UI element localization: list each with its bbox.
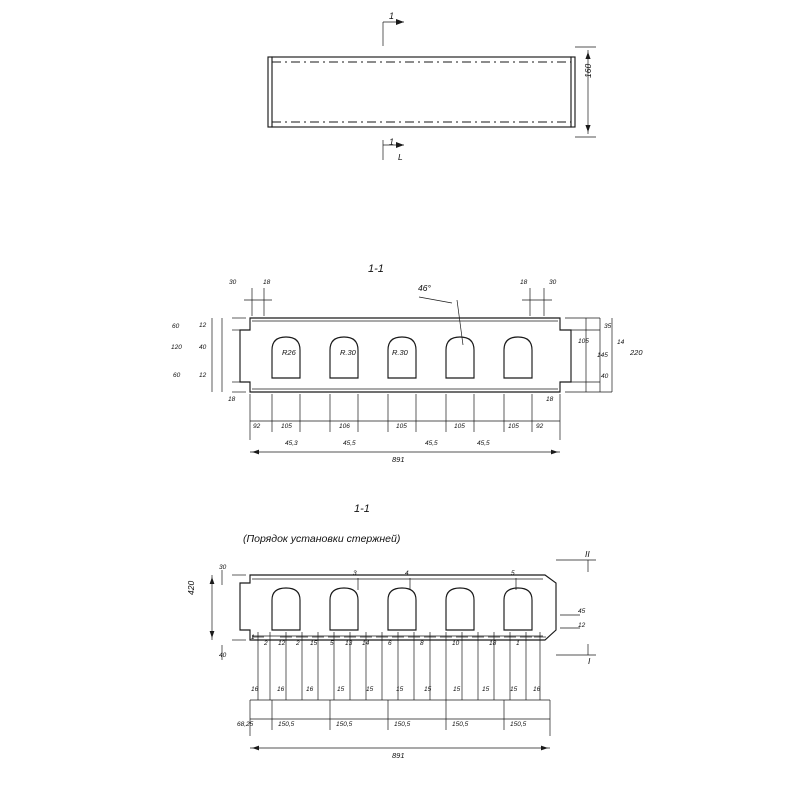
left-stack-dim-3: 120 [171, 344, 182, 351]
small-spacing-1: 16 [251, 686, 259, 693]
small-spacing-5: 15 [366, 686, 374, 693]
right-stack-dim-4: 145 [597, 352, 608, 359]
bar-number-bottom-1: 1 [251, 634, 255, 641]
bottom-dim-3: 106 [339, 423, 350, 430]
bottom-small-dim-3: 45,5 [425, 440, 438, 447]
plan-section-mark-top: 1 [389, 11, 395, 21]
bar-number-bottom-9: 6 [388, 640, 392, 647]
bar-layout-right-dim-2: 12 [578, 622, 586, 629]
bottom-dim-7: 92 [536, 423, 544, 430]
small-spacing-9: 15 [482, 686, 490, 693]
bar-number-bottom-10: 8 [420, 640, 424, 647]
spacing-dim-2: 150,5 [278, 721, 295, 728]
section-overall-width: 891 [392, 455, 405, 464]
angle-note: 46° [418, 283, 431, 293]
bottom-dim-6: 105 [508, 423, 519, 430]
plan-view-group [268, 19, 596, 160]
small-spacing-4: 15 [337, 686, 345, 693]
spacing-dim-1: 68,25 [237, 721, 254, 728]
right-overall-height-dim: 220 [630, 348, 643, 357]
bottom-small-dim-1: 45,3 [285, 440, 298, 447]
bottom-dim-1: 92 [253, 423, 261, 430]
left-stack-dim-6: 12 [199, 372, 207, 379]
bar-number-bottom-6: 5 [330, 640, 334, 647]
bottom-dim-5: 105 [454, 423, 465, 430]
bottom-dim-4: 105 [396, 423, 407, 430]
small-spacing-11: 16 [533, 686, 541, 693]
bar-number-top-1: 3 [353, 570, 357, 577]
bar-layout-title: 1-1 [354, 503, 370, 515]
bar-number-bottom-4: 2 [296, 640, 300, 647]
small-spacing-8: 15 [453, 686, 461, 693]
bar-layout-right-dim-1: 45 [578, 608, 586, 615]
top-left-dim-2: 18 [263, 279, 271, 286]
bar-number-bottom-5: 15 [310, 640, 318, 647]
section-geometry-title: 1-1 [368, 263, 384, 275]
bar-number-bottom-13: 1 [516, 640, 520, 647]
bar-number-top-3: 5 [511, 570, 515, 577]
left-stack-dim-5: 60 [173, 372, 181, 379]
spacing-dim-6: 150,5 [510, 721, 527, 728]
right-stack-dim-5: 40 [601, 373, 609, 380]
top-left-dim-1: 30 [229, 279, 237, 286]
bottom-small-dim-4: 45,5 [477, 440, 490, 447]
small-spacing-2: 16 [277, 686, 285, 693]
small-spacing-6: 15 [396, 686, 404, 693]
bar-number-bottom-8: 14 [362, 640, 370, 647]
void-radius-label-2: R.30 [340, 348, 356, 357]
section-geometry-group [212, 288, 612, 454]
plan-section-mark-bottom: 1 [389, 137, 395, 147]
plan-length-label: L [398, 152, 403, 162]
bar-number-top-2: 4 [405, 570, 409, 577]
top-right-dim-2: 30 [549, 279, 557, 286]
bar-number-bottom-11: 10 [452, 640, 460, 647]
right-stack-dim-1: 35 [604, 323, 612, 330]
bar-layout-left-top-dim: 30 [219, 564, 227, 571]
bottom-dim-2: 105 [281, 423, 292, 430]
left-stack-dim-1: 60 [172, 323, 180, 330]
spacing-dim-5: 150,5 [452, 721, 469, 728]
spacing-dim-3: 150,5 [336, 721, 353, 728]
small-spacing-10: 15 [510, 686, 518, 693]
small-spacing-3: 16 [306, 686, 314, 693]
bottom-small-dim-2: 45,5 [343, 440, 356, 447]
void-radius-label-1: R26 [282, 348, 296, 357]
bar-layout-height-dim: 420 [186, 580, 196, 595]
bar-number-bottom-12: 18 [489, 640, 497, 647]
plan-height-dim: 160 [583, 63, 593, 78]
right-stack-dim-2: 14 [617, 339, 625, 346]
void-radius-label-3: R.30 [392, 348, 408, 357]
bar-number-bottom-7: 13 [345, 640, 353, 647]
bar-layout-mark-bottom: I [588, 656, 591, 666]
bar-number-bottom-3: 12 [278, 640, 286, 647]
right-bottom-dim: 18 [546, 396, 554, 403]
small-spacing-7: 15 [424, 686, 432, 693]
top-right-dim-1: 18 [520, 279, 528, 286]
left-stack-dim-2: 12 [199, 322, 207, 329]
spacing-dim-4: 150,5 [394, 721, 411, 728]
bar-layout-subtitle: (Порядок установки стержней) [243, 533, 401, 545]
left-stack-dim-4: 40 [199, 344, 207, 351]
bar-number-bottom-2: 2 [264, 640, 268, 647]
right-stack-dim-3: 105 [578, 338, 589, 345]
bar-layout-mark-top: II [585, 549, 590, 559]
left-bottom-dim: 18 [228, 396, 236, 403]
bar-layout-overall-width: 891 [392, 751, 405, 760]
bar-layout-left-bottom-dim: 40 [219, 652, 227, 659]
